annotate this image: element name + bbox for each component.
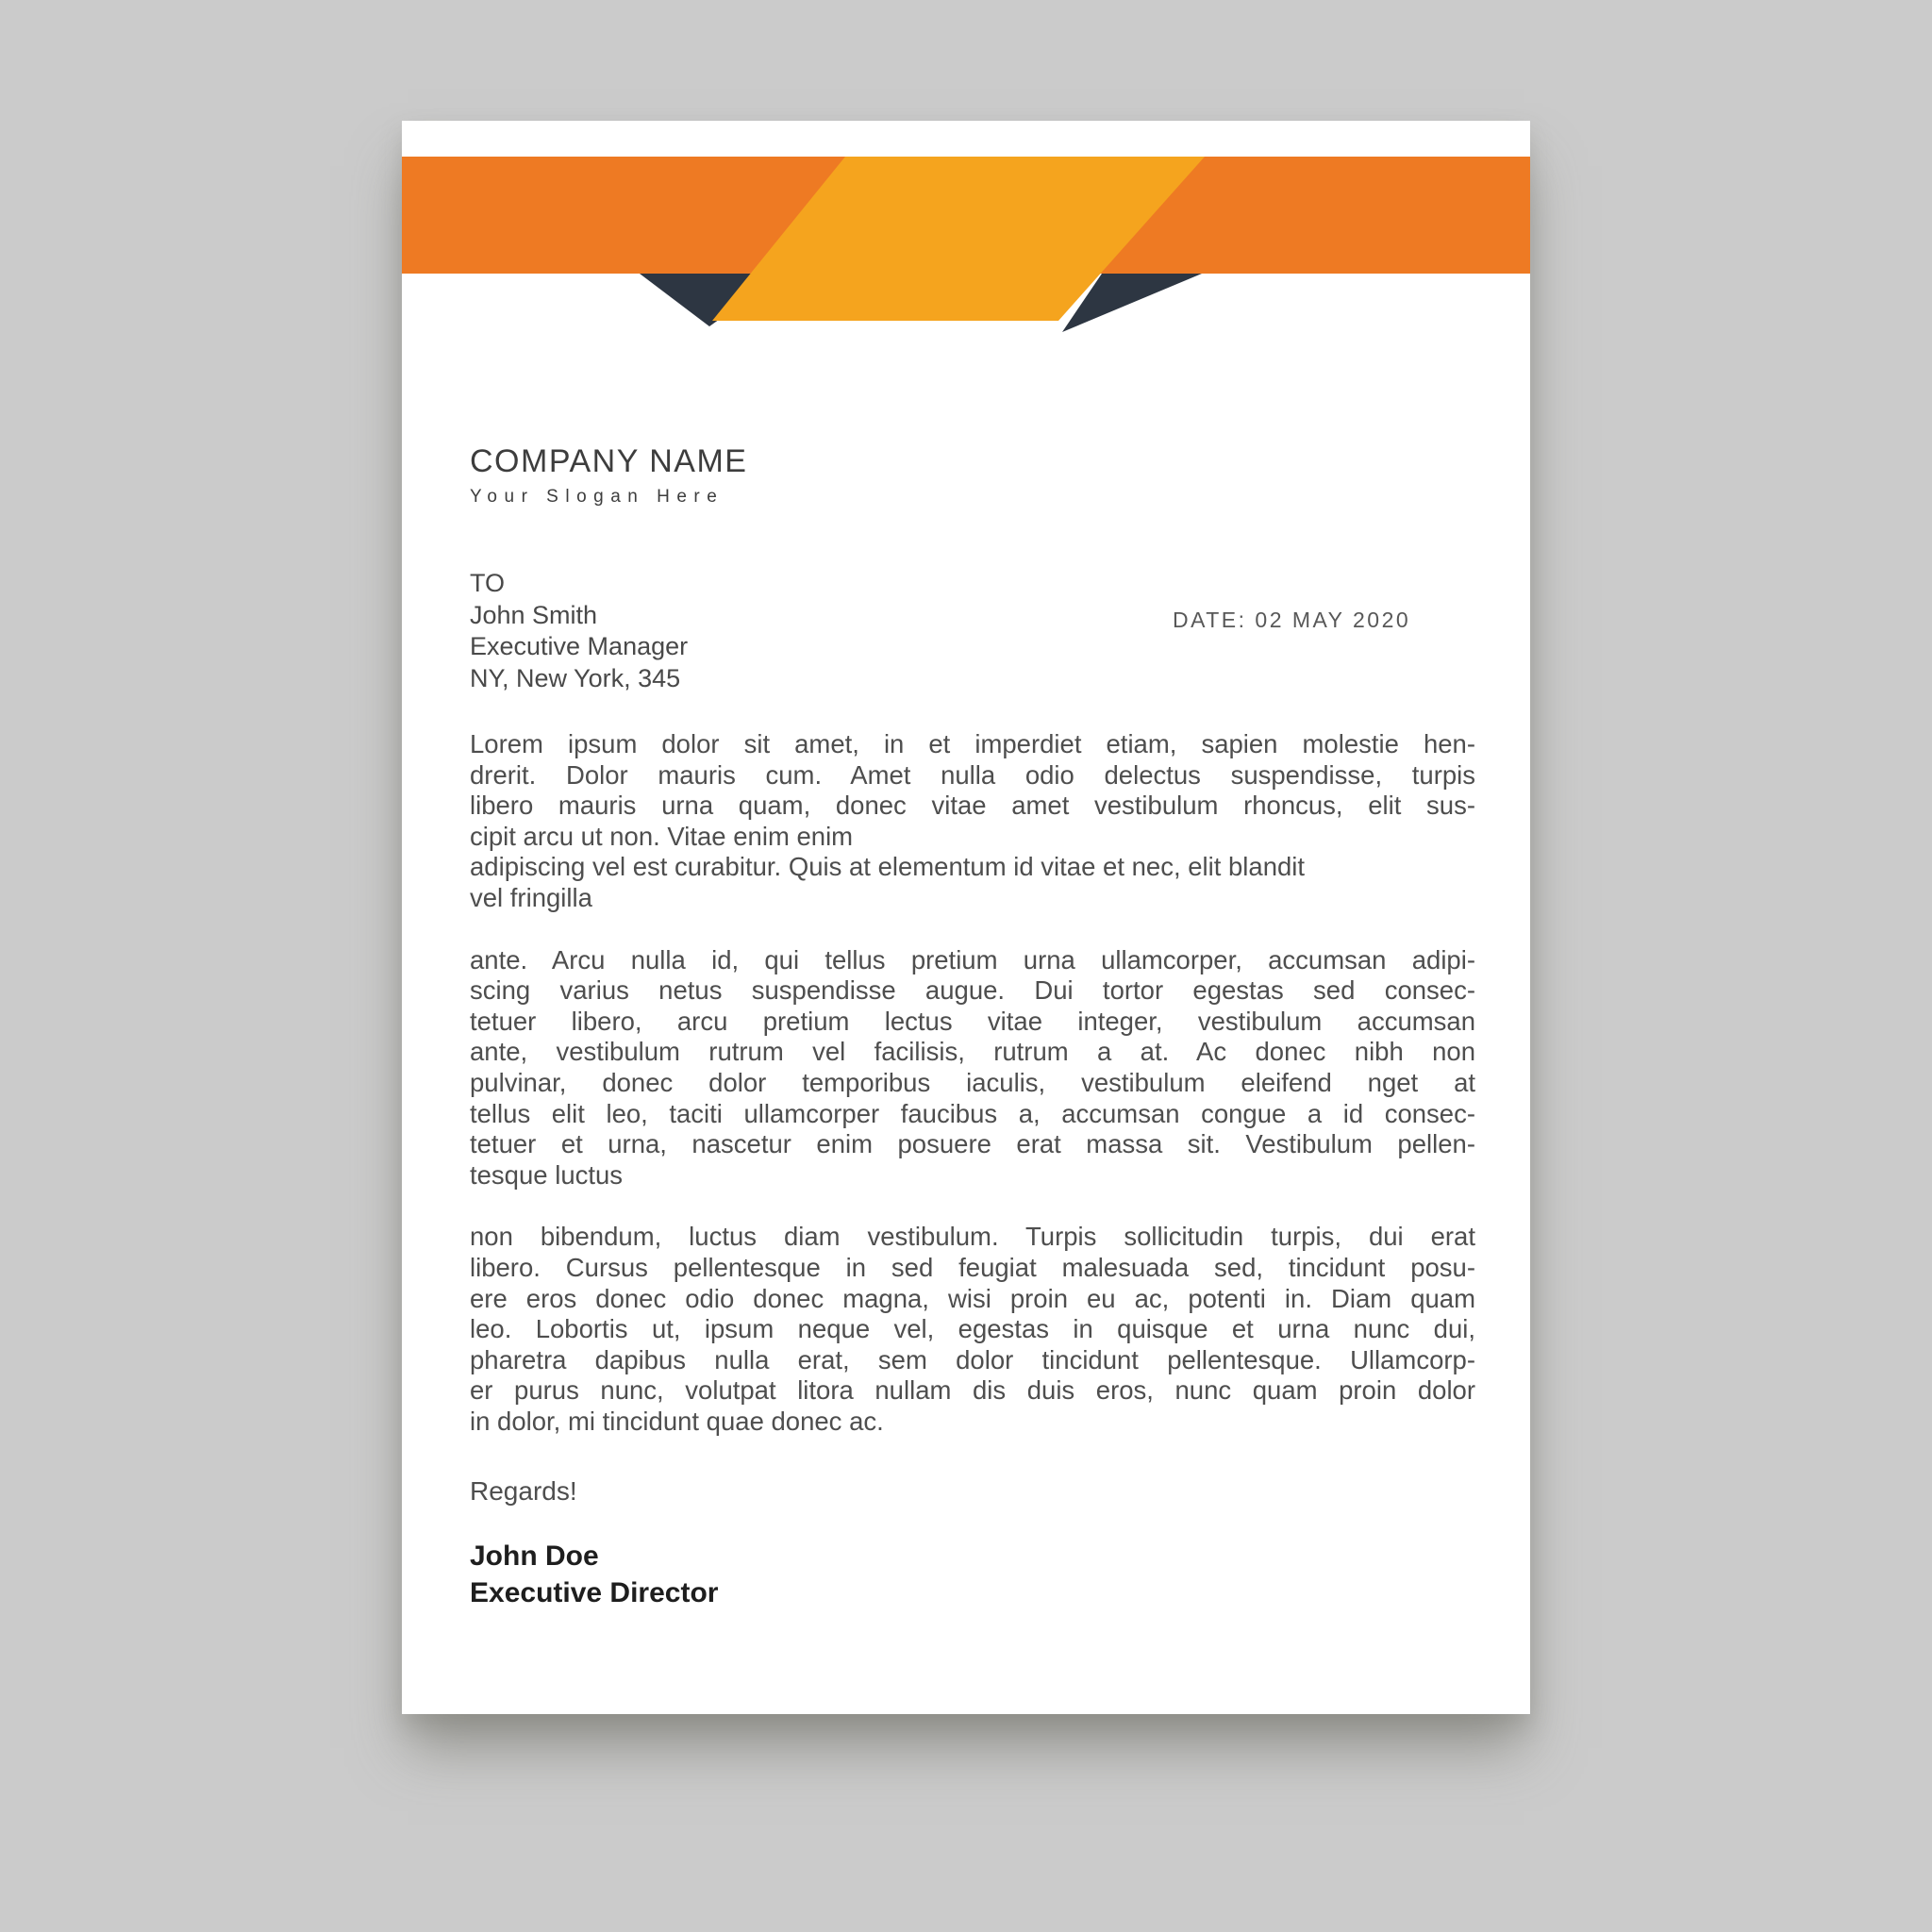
recipient-address: NY, New York, 345 (470, 663, 681, 692)
recipient-title: Executive Manager (470, 632, 689, 660)
body-line: leo. Lobortis ut, ipsum neque vel, egestas in quisque et urna nunc dui, (470, 1314, 1475, 1344)
body-line: cipit arcu ut non. Vitae enim enim (470, 821, 854, 851)
body-line: tellus elit leo, taciti ullamcorper faucibus a, accumsan congue a id consec- (470, 1098, 1475, 1128)
recipient-block (470, 568, 688, 694)
body-line: drerit. Dolor mauris cum. Amet nulla odio delectus suspendisse, turpis (470, 759, 1475, 790)
paragraph (470, 729, 1475, 914)
body-line: vel fringilla (470, 882, 592, 912)
closing-line: Regards! (470, 1476, 577, 1506)
body-line: ante, vestibulum rutrum vel facilisis, rutrum a at. Ac donec nibh non (470, 1037, 1475, 1067)
body-line: adipiscing vel est curabitur. Quis at elementum id vitae et nec, elit blandit (470, 852, 1306, 882)
body-line: non bibendum, luctus diam vestibulum. Turpis sollicitudin turpis, dui erat (470, 1222, 1475, 1252)
company-name: COMPANY NAME (470, 443, 748, 479)
signature-block (470, 1538, 718, 1611)
body-line: libero. Cursus pellentesque in sed feugiat malesuada sed, tincidunt posu- (470, 1252, 1475, 1282)
signature-name: John Doe (470, 1541, 599, 1572)
body-line: ante. Arcu nulla id, qui tellus pretium urna ullamcorper, accumsan adipi- (470, 944, 1475, 974)
body-line: in dolor, mi tincidunt quae donec ac. (470, 1406, 884, 1436)
letterhead-page (402, 121, 1530, 1714)
signature-title: Executive Director (470, 1577, 719, 1608)
body-line: tesque luctus (470, 1159, 624, 1190)
letter-body (470, 729, 1475, 1437)
body-line: tetuer et urna, nascetur enim posuere erat massa sit. Vestibulum pellen- (470, 1129, 1475, 1159)
body-line: pharetra dapibus nulla erat, sem dolor tincidunt pellentesque. Ullamcorp- (470, 1344, 1475, 1374)
company-block (470, 445, 747, 508)
recipient-label: TO (470, 569, 506, 597)
body-line: ere eros donec odio donec magna, wisi proin eu ac, potenti in. Diam quam (470, 1283, 1475, 1313)
body-line: tetuer libero, arcu pretium lectus vitae integer, vestibulum accumsan (470, 1006, 1475, 1036)
recipient-name: John Smith (470, 600, 598, 629)
date-line: DATE: 02 MAY 2020 (1173, 608, 1411, 632)
paragraph (470, 1222, 1475, 1437)
body-line: pulvinar, donec dolor temporibus iaculis, vestibulum eleifend nget at (470, 1067, 1475, 1097)
body-line: libero mauris urna quam, donec vitae amet vestibulum rhoncus, elit sus- (470, 791, 1475, 821)
paragraph (470, 945, 1475, 1191)
body-line: er purus nunc, volutpat litora nullam dis duis eros, nunc quam proin dolor (470, 1375, 1475, 1406)
header-ribbon-graphic (402, 121, 1530, 347)
body-line: scing varius netus suspendisse augue. Dui tortor egestas sed consec- (470, 975, 1475, 1006)
company-slogan: Your Slogan Here (470, 486, 724, 507)
body-line: Lorem ipsum dolor sit amet, in et imperdiet etiam, sapien molestie hen- (470, 729, 1475, 758)
